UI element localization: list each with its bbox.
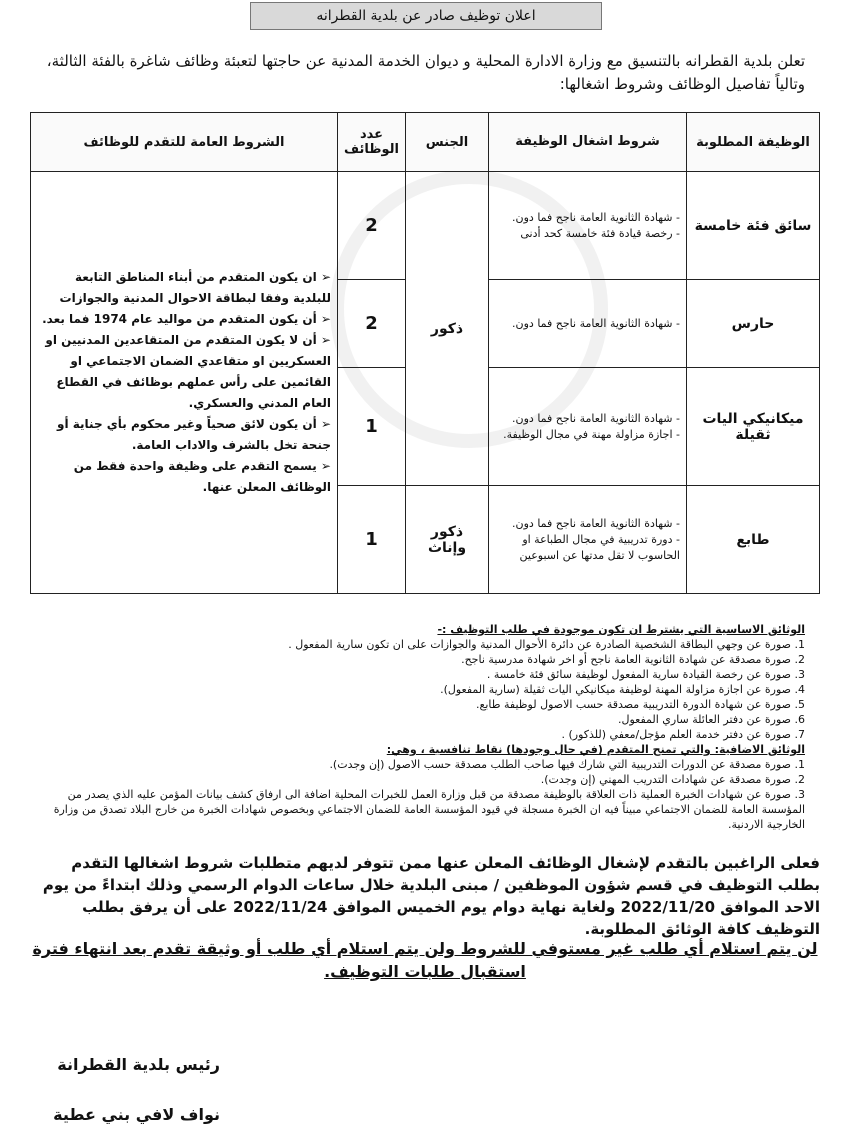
basic-doc-item: 3. صورة عن رخصة القيادة سارية المفعول لوظيفة سائق فئة خامسة . [486,668,805,681]
application-paragraph: فعلى الراغبين بالتقدم لإشغال الوظائف المعلن عنها ممن تتوفر لديهم متطلبات شروط اشغالها التقدم بطلب التوظيف في قسم شؤون الموظفين / مبنى البلدية خلال ساعات الدوام الرسمي وذلك ابتداءً من يوم الاحد الموافق 2022/11/20 ولغاية نهاية دوام يوم الخميس الموافق 2022/11/24 على أن يرفق بطلب التوظيف كافة الوثائق المطلوبة. [42,854,820,938]
job-count: 2 [338,280,406,368]
job-title: سائق فئة خامسة [687,172,820,280]
header-conditions: شروط اشغال الوظيفة [489,113,687,172]
announcement-title: اعلان توظيف صادر عن بلدية القطرانه [250,2,602,30]
basic-doc-item: 1. صورة عن وجهي البطاقة الشخصية الصادرة عن دائرة الأحوال المدنية والجوازات على ان تكون سارية المفعول . [288,638,805,651]
header-count: عدد الوظائف [338,113,406,172]
jobs-table [30,112,820,594]
general-condition: ➢ أن يكون لائق صحياً وغير محكوم بأي جناية أو جنحة تخل بالشرف والاداب العامة. [57,417,331,452]
job-conditions: - شهادة الثانوية العامة ناجح فما دون. - رخصة قيادة فئة خامسة كحد أدنى [489,172,687,280]
documents-section [45,622,805,832]
table-header-row [31,113,820,172]
job-title: طابع [687,486,820,594]
basic-doc-item: 4. صورة عن اجازة مزاولة المهنة لوظيفة ميكانيكي اليات ثقيلة (سارية المفعول). [440,683,805,696]
basic-doc-item: 5. صورة عن شهادة الدورة التدريبية مصدقة حسب الاصول لوظيفة طابع. [476,698,805,711]
signature-name: نواف لافي بني عطية [53,1105,220,1124]
intro-paragraph: تعلن بلدية القطرانه بالتنسيق مع وزارة الادارة المحلية و ديوان الخدمة المدنية عن حاجتها لتعبئة وظائف شاغرة بالفئة الثالثة، وتالياً تفاصيل الوظائف وشروط اشغالها: [46,52,805,93]
job-conditions: - شهادة الثانوية العامة ناجح فما دون. - اجازة مزاولة مهنة في مجال الوظيفة. [489,368,687,486]
gender-both: ذكور وإناث [406,486,489,594]
extra-doc-item: 3. صورة عن شهادات الخبرة العملية ذات العلاقة بالوظيفة مصدقة من قبل وزارة العمل للخبرات المحلية اضافة الى ارفاق كشف بيانات المؤمن عليه الذي يصدر من المؤسسة العامة للضمان الاجتماعي مبيناً فيه ان الخبرة مسجلة في قيود المؤسسة العامة للضمان الاجتماعي وبخصوص شهادات الخبرة من خارج البلاد تصدق من وزارة الخارجية الاردنية. [53,788,805,831]
header-job: الوظيفة المطلوبة [687,113,820,172]
basic-doc-item: 2. صورة مصدقة عن شهادة الثانوية العامة ناجح أو اخر شهادة مدرسية ناجح. [461,653,805,666]
extra-doc-item: 1. صورة مصدقة عن الدورات التدريبية التي شارك فيها صاحب الطلب مصدقة حسب الاصول (إن وجدت). [329,758,805,771]
job-conditions: - شهادة الثانوية العامة ناجح فما دون. [489,280,687,368]
job-count: 1 [338,368,406,486]
job-count: 1 [338,486,406,594]
basic-doc-item: 6. صورة عن دفتر العائلة ساري المفعول. [617,713,805,726]
job-count: 2 [338,172,406,280]
general-condition: ➢ يسمح التقدم على وظيفة واحدة فقط من الوظائف المعلن عنها. [73,459,331,494]
extra-doc-item: 2. صورة مصدقة عن شهادات التدريب المهني (إن وجدت). [540,773,805,786]
header-gender: الجنس [406,113,489,172]
header-general: الشروط العامة للتقدم للوظائف [31,113,338,172]
general-condition: ➢ ان يكون المتقدم من أبناء المناطق التابعة للبلدية وفقا لبطاقة الاحوال المدنية والجوازات [59,270,331,305]
signature-title: رئيس بلدية القطرانة [57,1055,220,1074]
general-condition: ➢ أن يكون المتقدم من مواليد عام 1974 فما بعد. [42,312,331,326]
general-conditions [31,172,338,594]
gender-male: ذكور [406,172,489,486]
job-conditions: - شهادة الثانوية العامة ناجح فما دون. - دورة تدريبية في مجال الطباعة او الحاسوب لا تقل مدتها عن اسبوعين [489,486,687,594]
basic-docs-title: الوثائق الاساسية التي يشترط ان تكون موجودة في طلب التوظيف :- [437,623,805,636]
basic-doc-item: 7. صورة عن دفتر خدمة العلم مؤجل/معفي (للذكور) . [561,728,805,741]
warning-notice: لن يتم استلام أي طلب غير مستوفي للشروط ولن يتم استلام أي طلب أو وثيقة تقدم بعد انتهاء فترة استقبال طلبات التوظيف. [32,939,818,981]
general-condition: ➢ أن لا يكون المتقدم من المتقاعدين المدنيين او العسكريين او متقاعدي الضمان الاجتماعي او القائمين على رأس عملهم بوظائف في القطاع العام المدني والعسكري. [45,333,331,410]
job-title: حارس [687,280,820,368]
extra-docs-title: الوثائق الاضافية: والتي تمنح المتقدم (في حال وجودها) نقاط تنافسية ، وهي: [386,743,805,756]
table-row [31,172,820,280]
job-title: ميكانيكي اليات ثقيلة [687,368,820,486]
